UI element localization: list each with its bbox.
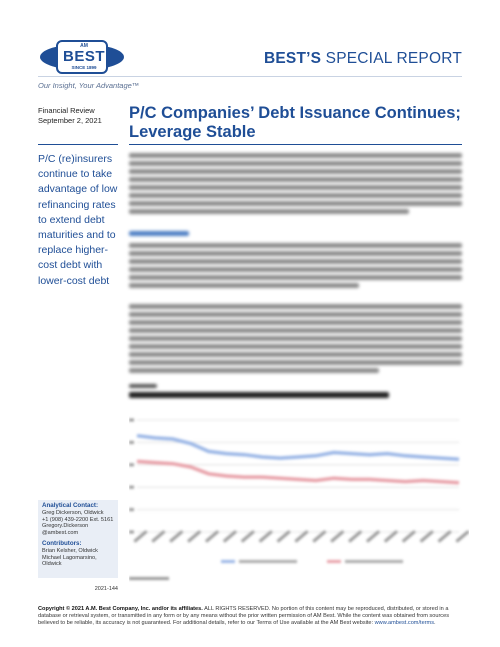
leverage-line-chart (129, 414, 469, 588)
sidebar-divider (38, 144, 118, 145)
blurred-subheading (129, 231, 189, 236)
contact-box (38, 500, 118, 578)
blurred-text-line (129, 193, 462, 198)
blurred-text-line (129, 336, 462, 341)
blurred-text-line (129, 209, 409, 214)
chart-y-tick (129, 441, 134, 444)
blurred-text-line (129, 153, 462, 158)
blurred-text-line (129, 360, 462, 365)
contributors-heading: Contributors: (42, 539, 82, 547)
blurred-figure-title (129, 392, 389, 398)
chart-legend-swatch (221, 560, 235, 563)
chart-legend-swatch (327, 560, 341, 563)
blurred-text-line (129, 251, 462, 256)
logo-since-text: SINCE 1899 (71, 65, 97, 70)
chart-series-line (137, 436, 459, 460)
blurred-text-line (129, 201, 462, 206)
analytical-contact-line: @ambest.com (42, 530, 79, 537)
analytical-contact-line: +1 (908) 439-2200 Ext. 5161 (42, 516, 114, 523)
pull-quote: P/C (re)insurers continue to take advantage of low refinancing rates to extend debt maturities and to replace higher-cost debt with lower-cost debt (38, 153, 118, 287)
analytical-contact-line: Greg Dickerson, Oldwick (42, 509, 104, 516)
chart-y-tick (129, 531, 134, 534)
blurred-text-line (129, 304, 462, 309)
chart-legend-text (239, 560, 297, 563)
blurred-text-line (129, 161, 462, 166)
contributor-line: Michael Lagomarsino, (42, 554, 97, 561)
blurred-text-line (129, 177, 462, 182)
blurred-figure-label (129, 384, 157, 388)
copyright-footer (38, 606, 470, 627)
report-title-bold: BEST’S (263, 50, 322, 67)
blurred-text-line (129, 169, 462, 174)
blurred-text-line (129, 320, 462, 325)
terms-link[interactable]: www.ambest.com/terms (374, 619, 435, 626)
contributor-line: Brian Kelsher, Oldwick (42, 547, 98, 554)
am-best-logo (40, 36, 124, 78)
header-divider (38, 76, 462, 77)
blurred-text-line (129, 275, 462, 280)
blurred-text-line (129, 344, 462, 349)
blurred-text-line (129, 283, 359, 288)
logo-badge (56, 40, 108, 74)
report-meta (38, 106, 118, 126)
chart-y-tick (129, 486, 134, 489)
chart-source-note (129, 577, 169, 580)
chart-legend-text (345, 560, 403, 563)
copyright-text: ALL RIGHTS RESERVED. No portion of this content may be reproduced, distributed, or stored in a database or retrieval system, or transmitted in any form or by any means without the prior written permission of AM Best. While the content was obtained from sources believed to be reliable, its accuracy is not guaranteed. For additional details, refer to our Terms of Use available at the AM Best website: (38, 606, 450, 626)
chart-y-tick (129, 419, 134, 422)
document-number: 2021-144 (94, 586, 118, 592)
report-date: September 2, 2021 (38, 116, 102, 125)
blurred-text-line (129, 368, 379, 373)
blurred-text-line (129, 243, 462, 248)
report-title-rest: SPECIAL REPORT (321, 50, 462, 67)
copyright-end: . (434, 619, 436, 626)
title-divider (129, 144, 462, 145)
logo-am-text: AM (80, 43, 88, 49)
analytical-contact-line: Gregory.Dickerson (42, 523, 89, 530)
analytical-contact-heading: Analytical Contact: (42, 502, 99, 509)
report-type-title (264, 50, 462, 68)
copyright-lead: Copyright © 2021 A.M. Best Company, Inc. and/or its affiliates. (38, 606, 203, 612)
chart-y-tick (129, 508, 134, 511)
contributor-line: Oldwick (42, 561, 62, 568)
article-title: P/C Companies’ Debt Issuance Continues; Leverage Stable (129, 104, 461, 141)
logo-best-text: BEST (62, 48, 105, 65)
chart-marks (129, 419, 469, 581)
report-category: Financial Review (38, 106, 95, 115)
blurred-text-line (129, 328, 462, 333)
blurred-text-line (129, 267, 462, 272)
blurred-text-line (129, 185, 462, 190)
chart-y-tick (129, 463, 134, 466)
tagline: Our Insight, Your Advantage™ (38, 81, 140, 90)
blurred-text-line (129, 312, 462, 317)
blurred-text-line (129, 352, 462, 357)
blurred-text-line (129, 259, 462, 264)
